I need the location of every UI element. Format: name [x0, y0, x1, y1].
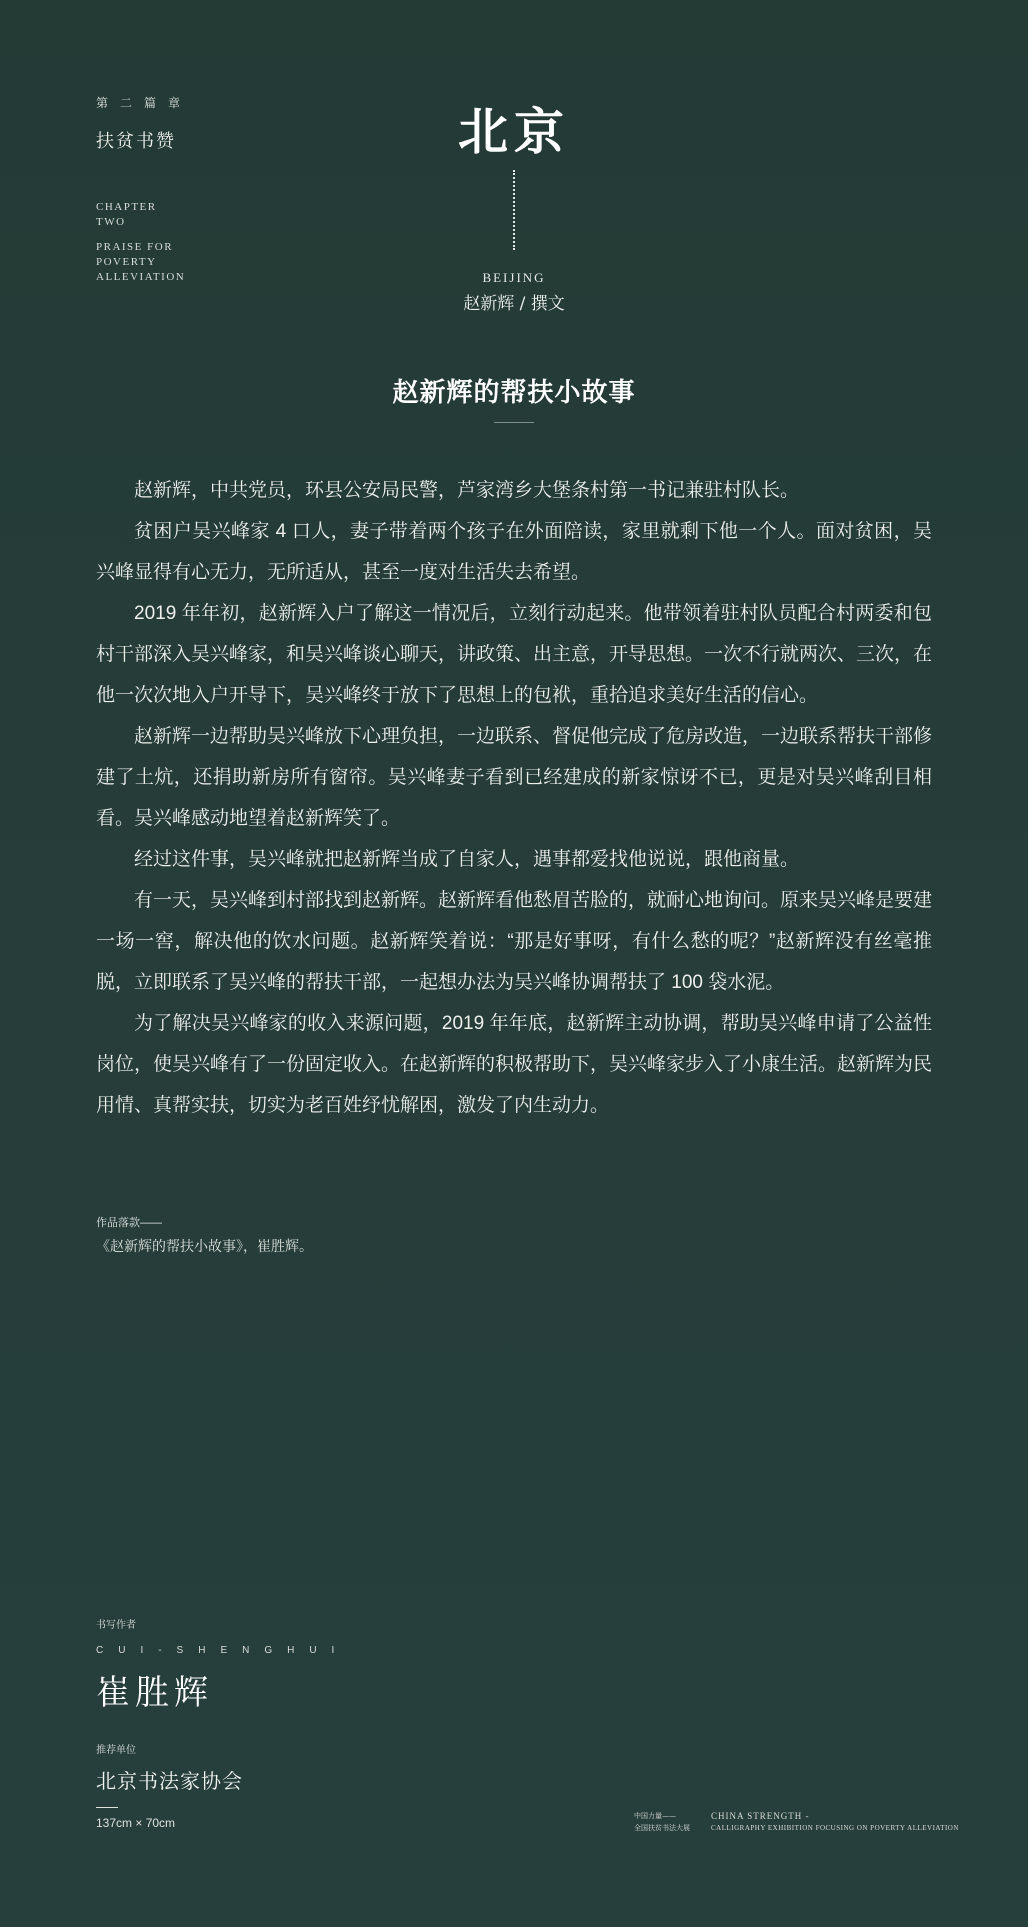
city-english: BEIJING — [482, 270, 546, 285]
brand-logo-cn — [634, 1810, 690, 1834]
theme-en-line: PRAISE FOR — [96, 241, 174, 253]
article-paragraph: 经过这件事，吴兴峰就把赵新辉当成了自家人，遇事都爱找他说说，跟他商量。 — [134, 849, 800, 870]
article-paragraph: 为了解决吴兴峰家的收入来源问题，2019 年年底，赵新辉主动协调，帮助吴兴峰申请了公益性岗位，使吴兴峰有了一份固定收入。在赵新辉的积极帮助下，吴兴峰家步入了小康生活。赵新辉为民用情、真帮实扶，切实为老百姓纾忧解困，激发了内生动力。 — [96, 1013, 933, 1116]
inscription-text: 《赵新辉的帮扶小故事》，崔胜辉。 — [96, 1238, 313, 1254]
dotted-divider — [513, 170, 515, 250]
unit-label: 推荐单位 — [96, 1745, 136, 1756]
writer-name: 崔胜辉 — [96, 1673, 213, 1713]
article-body — [96, 470, 932, 1126]
brand-cn-line: 中国力量—— — [634, 1812, 676, 1820]
unit-name: 北京书法家协会 — [96, 1769, 243, 1793]
article-title: 赵新辉的帮扶小故事 — [392, 378, 636, 408]
theme-en-line: POVERTY — [96, 256, 157, 268]
writer-pinyin: CUI-SHENGHUI — [96, 1645, 350, 1656]
theme-en-line: ALLEVIATION — [96, 271, 186, 283]
brand-en-line: CALLIGRAPHY EXHIBITION FOCUSING ON POVERTY ALLEVIATION — [711, 1824, 959, 1832]
city-title: 北京 — [458, 102, 570, 161]
article-paragraph: 赵新辉，中共党员，环县公安局民警，芦家湾乡大堡条村第一书记兼驻村队长。 — [134, 480, 800, 501]
brand-logo-en — [711, 1810, 959, 1834]
chapter-number: 第二篇章 — [96, 96, 193, 110]
article-paragraph: 2019 年年初，赵新辉入户了解这一情况后，立刻行动起来。他带领着驻村队员配合村两委和包村干部深入吴兴峰家，和吴兴峰谈心聊天，讲政策、出主意，开导思想。一次不行就两次、三次，在他一次次地入户开导下，吴兴峰终于放下了思想上的包袱，重拾追求美好生活的信心。 — [96, 603, 933, 706]
article-paragraph: 贫困户吴兴峰家 4 口人，妻子带着两个孩子在外面陪读，家里就剩下他一个人。面对贫困，吴兴峰显得有心无力，无所适从，甚至一度对生活失去希望。 — [96, 521, 932, 583]
chapter-en-line: CHAPTER — [96, 201, 157, 213]
writer-label: 书写作者 — [96, 1620, 136, 1631]
brand-en-line: CHINA STRENGTH - — [711, 1811, 810, 1821]
article-paragraph: 赵新辉一边帮助吴兴峰放下心理负担，一边联系、督促他完成了危房改造，一边联系帮扶干部修建了土炕，还捐助新房所有窗帘。吴兴峰妻子看到已经建成的新家惊讶不已，更是对吴兴峰刮目相看。吴兴峰感动地望着赵新辉笑了。 — [96, 726, 933, 829]
size-divider — [96, 1807, 118, 1808]
artwork-size: 137cm × 70cm — [96, 1816, 176, 1830]
chapter-en-line: TWO — [96, 216, 126, 228]
chapter-theme: 扶贫书赞 — [96, 131, 176, 152]
article-paragraph: 有一天，吴兴峰到村部找到赵新辉。赵新辉看他愁眉苦脸的，就耐心地询问。原来吴兴峰是要建一场一窖，解决他的饮水问题。赵新辉笑着说：“那是好事呀，有什么愁的呢？”赵新辉没有丝毫推脱，立即联系了吴兴峰的帮扶干部，一起想办法为吴兴峰协调帮扶了 100 袋水泥。 — [96, 890, 933, 993]
author-byline: 赵新辉 / 撰文 — [463, 294, 565, 314]
title-underline — [494, 422, 534, 423]
brand-cn-line: 全国扶贫书法大展 — [634, 1824, 690, 1832]
inscription-label: 作品落款—— — [96, 1217, 162, 1229]
